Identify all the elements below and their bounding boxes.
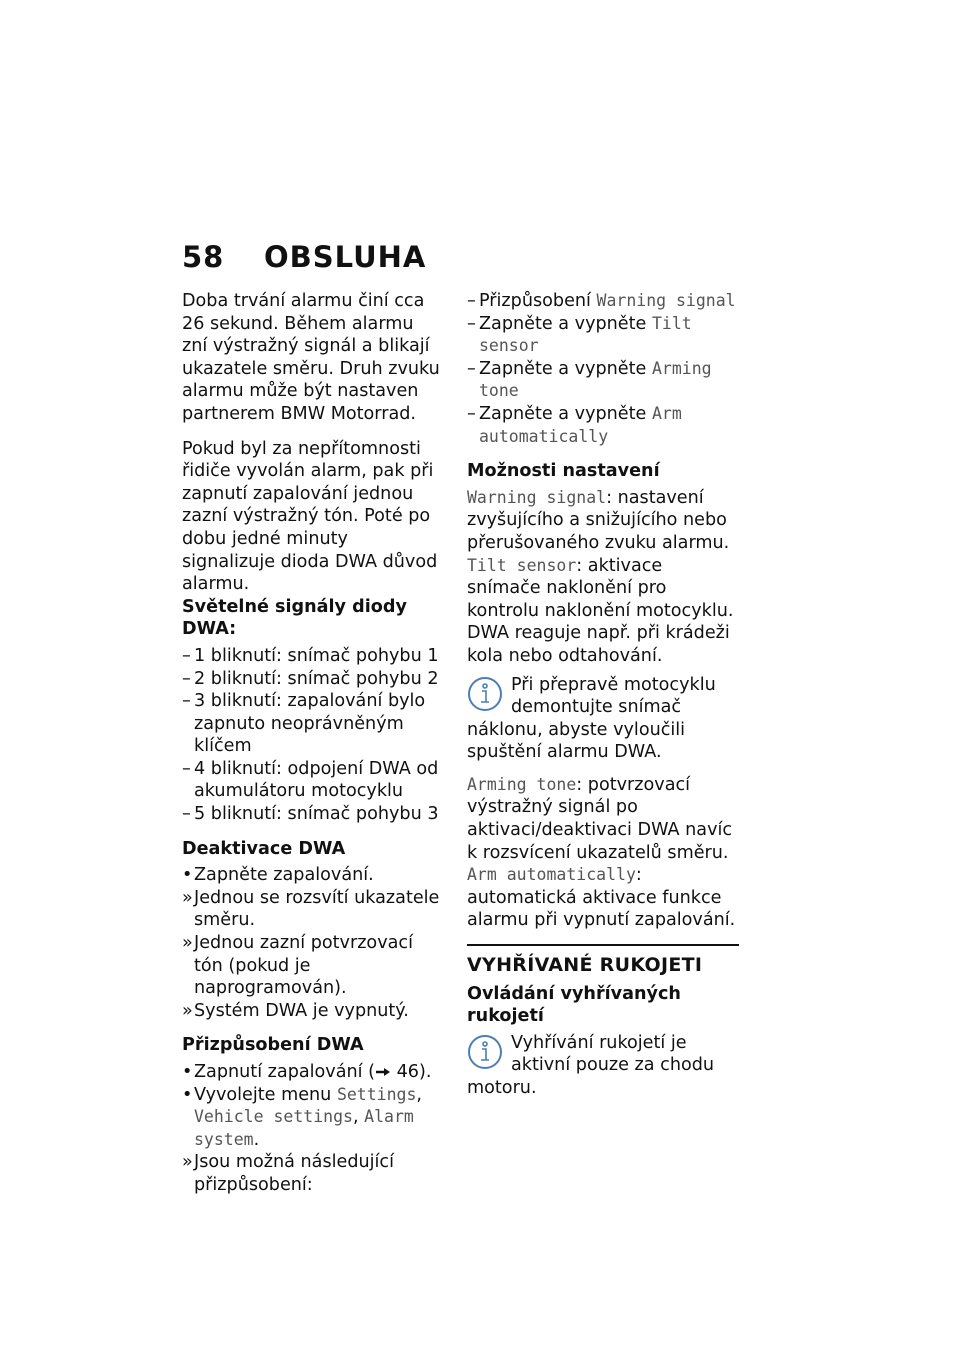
note-text: Při přepravě motocyklu demontujte snímač náklonu, abyste vyloučili spuštění alarmu DWA. (467, 674, 716, 763)
deactivation-list (182, 864, 444, 1022)
list-item: » Systém DWA je vypnutý. (182, 1000, 409, 1021)
right-column (467, 290, 739, 1110)
setting-arming-tone: Arming tone: potvrzovací výstražný signál po aktivaci/deaktivaci DWA navíc k rozsvícení ukazatelů směru. (467, 774, 733, 863)
list-item: • Zapněte zapalování. (182, 865, 374, 886)
alarm-absence-paragraph: Pokud byl za nepřítomnosti řidiče vyvolán alarm, pak při zapnutí zapalování jednou zazní výstražný tón. Poté po dobu jedné minuty signalizuje dioda DWA důvod alarmu. (182, 438, 438, 595)
light-signals-heading: Světelné signály diody DWA: (182, 596, 407, 640)
list-item: – 2 bliknutí: snímač pohybu 2 (182, 668, 439, 689)
list-item: • Zapnutí zapalování ( 46). (182, 1062, 432, 1082)
list-item: – 4 bliknutí: odpojení DWA od akumulátoru motocyklu (182, 758, 439, 802)
list-item: – 3 bliknutí: zapalování bylo zapnuto neoprávněným klíčem (182, 691, 426, 757)
info-note (467, 674, 739, 764)
section-title: VYHŘÍVANÉ RUKOJETI (467, 954, 703, 977)
list-item: – 5 bliknutí: snímač pohybu 3 (182, 804, 439, 825)
info-note (467, 1032, 739, 1100)
deactivation-heading: Deaktivace DWA (182, 838, 346, 859)
list-item: • Vyvolejte menu Settings, Vehicle settings, Alarm system. (182, 1084, 423, 1150)
list-item: – Přizpůsobení Warning signal (467, 291, 736, 311)
setting-warning-signal: Warning signal: nastavení zvyšujícího a snižujícího nebo přerušovaného zvuku alarmu. (467, 487, 730, 553)
info-icon (467, 676, 503, 712)
adaptation-list (182, 1061, 444, 1197)
list-item: » Jsou možná následující přizpůsobení: (182, 1152, 394, 1195)
list-item: – Zapněte a vypněte Arming tone (467, 358, 712, 401)
alarm-duration-paragraph: Doba trvání alarmu činí cca 26 sekund. Během alarmu zní výstražný signál a blikají ukazatele směru. Druh zvuku alarmu může být nastaven partnerem BMW Motorrad. (182, 291, 440, 424)
page-number: 58 (182, 240, 225, 274)
note-text: Vyhřívání rukojetí je aktivní pouze za chodu motoru. (467, 1032, 715, 1098)
adaptation-heading: Přizpůsobení DWA (182, 1035, 364, 1056)
left-column (182, 290, 444, 1207)
settings-heading: Možnosti nastavení (467, 461, 660, 482)
setting-arm-automatically: Arm automatically: automatická aktivace funkce alarmu při vypnutí zapalování. (467, 865, 736, 931)
arrow-reference-icon (375, 1067, 391, 1077)
info-icon (467, 1034, 503, 1070)
options-list (467, 290, 739, 448)
list-item: » Jednou se rozsvítí ukazatele směru. (182, 887, 440, 931)
light-signals-list (182, 645, 444, 826)
list-item: » Jednou zazní potvrzovací tón (pokud je naprogramován). (182, 933, 413, 999)
list-item: – Zapněte a vypněte Tilt sensor (467, 313, 692, 356)
list-item: – 1 bliknutí: snímač pohybu 1 (182, 645, 439, 666)
section-divider (467, 944, 739, 946)
sub-heading: Ovládání vyhřívaných rukojetí (467, 983, 681, 1027)
page-header (182, 240, 426, 274)
page-reference-link[interactable]: 46). (396, 1062, 432, 1082)
setting-tilt-sensor: Tilt sensor: aktivace snímače naklonění pro kontrolu naklonění motocyklu. DWA reaguje např. při krádeži kola nebo odtahování. (467, 555, 734, 666)
chapter-title: OBSLUHA (264, 240, 427, 274)
list-item: – Zapněte a vypněte Arm automatically (467, 403, 682, 446)
